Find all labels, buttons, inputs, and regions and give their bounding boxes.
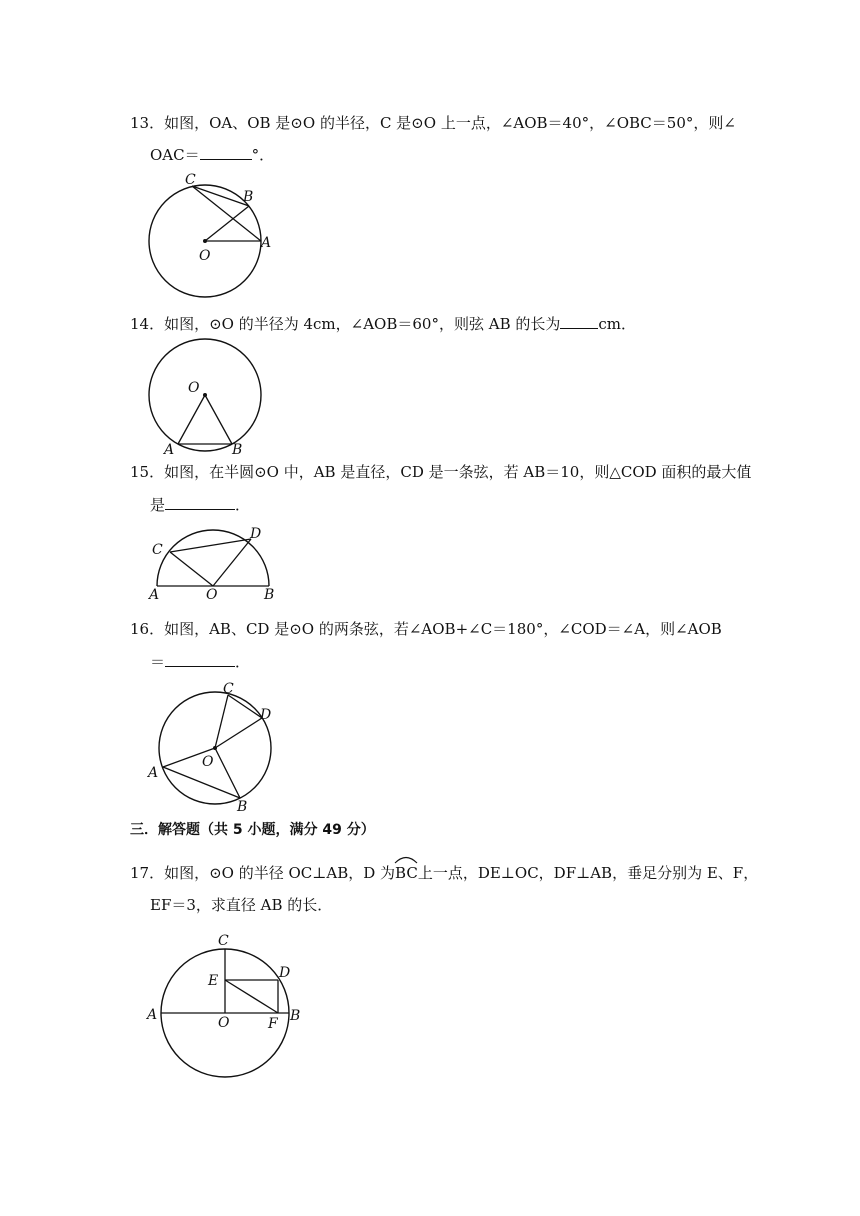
q15-text-line2 bbox=[150, 494, 250, 516]
q17-text-line2: EF＝3，求直径 AB 的长． bbox=[150, 896, 333, 914]
q15-answer-blank bbox=[165, 495, 235, 510]
q14-text bbox=[130, 313, 636, 335]
q13-text-line1: 13．如图，OA、OB 是⊙O 的半径，C 是⊙O 上一点，∠AOB＝40°，∠OBC＝50°，则∠ bbox=[130, 114, 736, 132]
q13-label-c: C bbox=[185, 172, 196, 188]
q17-suffix: 上一点，DE⊥OC，DF⊥AB，垂足分别为 E、F， bbox=[417, 864, 759, 882]
q15-label-c: C bbox=[152, 542, 163, 558]
q17-arc-label: BC bbox=[395, 864, 418, 882]
q14-suffix: cm． bbox=[598, 315, 636, 333]
q17-label-b: B bbox=[290, 1008, 301, 1024]
q13-text-line2 bbox=[150, 144, 274, 166]
q16-prefix: ＝ bbox=[150, 653, 166, 671]
q17-label-e: E bbox=[208, 973, 219, 989]
q13-label-a: A bbox=[261, 235, 272, 251]
q15-prefix: 是 bbox=[150, 496, 166, 514]
q15-text-line1: 15．如图，在半圆⊙O 中，AB 是直径，CD 是一条弦，若 AB＝10，则△COD 面积的最大值 bbox=[130, 463, 752, 481]
q14-answer-blank bbox=[560, 314, 598, 329]
q13-prefix: OAC＝ bbox=[150, 146, 200, 164]
q14-label-o: O bbox=[188, 380, 200, 396]
q13-figure bbox=[140, 170, 280, 310]
q16-suffix: ． bbox=[235, 653, 251, 671]
q13-suffix: °． bbox=[251, 146, 275, 164]
q16-label-o: O bbox=[202, 754, 214, 770]
q16-label-b: B bbox=[237, 799, 248, 815]
q16-label-a: A bbox=[148, 765, 159, 781]
q13-label-b: B bbox=[243, 189, 254, 205]
q14-figure bbox=[140, 335, 280, 460]
q17-label-d: D bbox=[279, 965, 291, 981]
q15-suffix: ． bbox=[235, 496, 251, 514]
q15-figure bbox=[140, 525, 290, 605]
q17-figure bbox=[140, 925, 320, 1085]
q15-label-a: A bbox=[149, 587, 160, 603]
q17-arc-bc bbox=[395, 862, 418, 884]
section-heading: 三．解答题（共 5 小题，满分 49 分） bbox=[130, 822, 375, 838]
q17-label-a: A bbox=[147, 1007, 158, 1023]
q17-label-f: F bbox=[268, 1016, 278, 1032]
q16-label-c: C bbox=[223, 681, 234, 697]
q17-label-c: C bbox=[218, 933, 229, 949]
q16-text-line1: 16．如图，AB、CD 是⊙O 的两条弦，若∠AOB+∠C＝180°，∠COD＝∠A，则∠AOB bbox=[130, 620, 722, 638]
q13-label-o: O bbox=[199, 248, 211, 264]
q15-label-b: B bbox=[264, 587, 275, 603]
q17-text-line1 bbox=[130, 862, 758, 884]
q16-label-d: D bbox=[260, 707, 272, 723]
q16-figure bbox=[140, 680, 290, 815]
q17-arc-mark bbox=[394, 854, 418, 864]
q14-label-b: B bbox=[232, 442, 243, 458]
q16-text-line2 bbox=[150, 651, 250, 673]
q17-label-o: O bbox=[218, 1015, 230, 1031]
q14-prefix: 14．如图，⊙O 的半径为 4cm，∠AOB＝60°，则弦 AB 的长为 bbox=[130, 315, 561, 333]
q13-answer-blank bbox=[200, 145, 252, 160]
q17-prefix: 17．如图，⊙O 的半径 OC⊥AB，D 为 bbox=[130, 864, 396, 882]
q14-label-a: A bbox=[164, 442, 175, 458]
q15-label-d: D bbox=[250, 526, 262, 542]
q15-label-o: O bbox=[206, 587, 218, 603]
q16-answer-blank bbox=[165, 652, 235, 667]
